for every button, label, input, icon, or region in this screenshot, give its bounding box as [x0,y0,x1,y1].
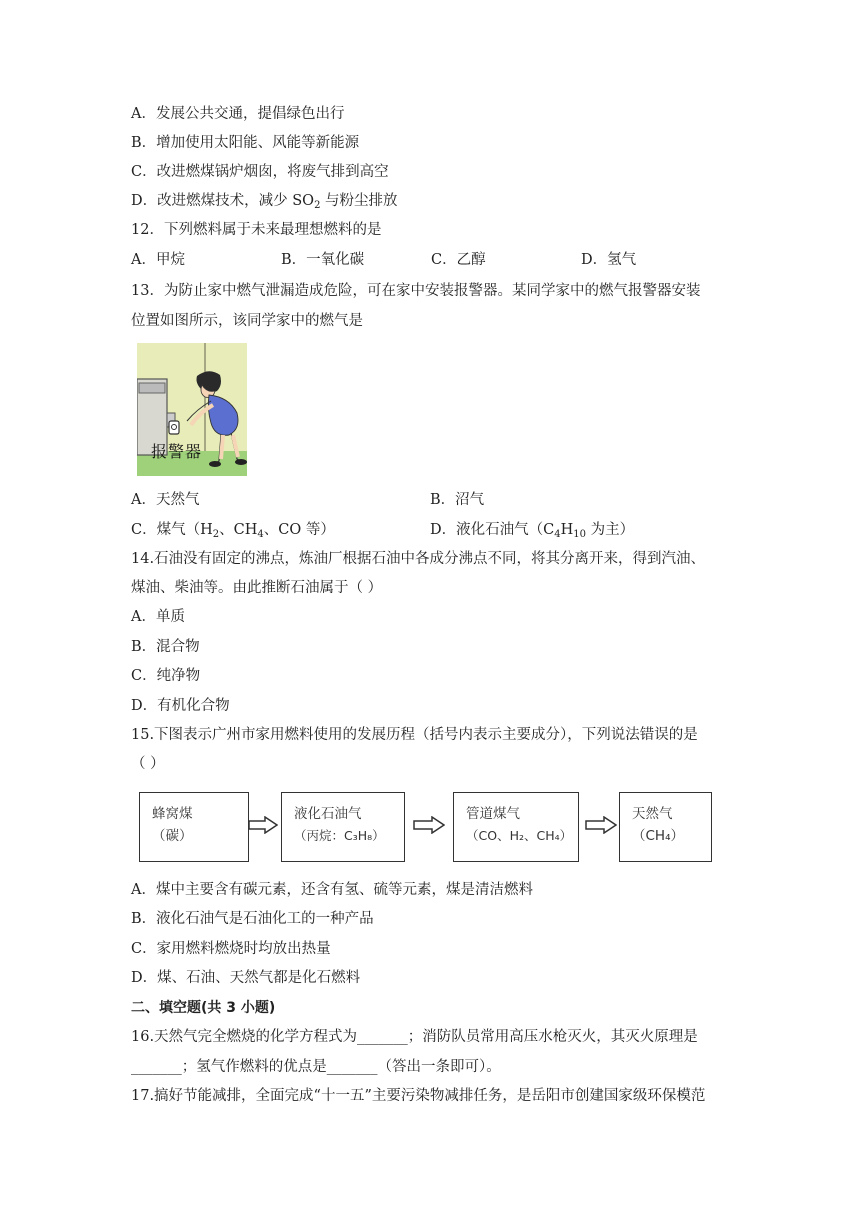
q13-option-c: C．煤气（$H_2$、$CH_4$、CO 等） [131,522,335,540]
flow-box-composition: （碳） [152,828,193,844]
q11-option-c: C．改进燃煤锅炉烟囱，将废气排到高空 [131,164,389,180]
q12-option-a: A．甲烷 [131,252,185,268]
q15-stem-line2: （ ） [131,756,165,772]
flow-box-honeycomb-coal [139,792,249,862]
q15-option-d: D．煤、石油、天然气都是化石燃料 [131,970,361,986]
q13-figure-gas-alarm [137,343,247,476]
flow-box-pipeline-gas [453,792,579,862]
q13-stem-line2: 位置如图所示，该同学家中的燃气是 [131,313,363,329]
q13-option-b: B．沼气 [430,492,485,508]
section-heading-fill-blank: 二、填空题(共 3 小题) [131,1000,276,1016]
flow-box-composition: （CH₄） [632,828,684,844]
flow-box-title: 天然气 [632,806,673,822]
q14-option-a: A．单质 [131,609,185,625]
flow-box-title: 蜂窝煤 [152,806,193,822]
q16-line1: 16.天然气完全燃烧的化学方程式为_______；消防队员常用高压水枪灭火，其灭火原理是 [131,1029,698,1045]
q15-option-a: A．煤中主要含有碳元素，还含有氢、硫等元素，煤是清洁燃料 [131,882,533,898]
q11-option-b: B．增加使用太阳能、风能等新能源 [131,135,360,151]
flow-box-natural-gas [619,792,712,862]
alarm-label: 报警器 [151,442,203,461]
right-arrow-icon [413,816,445,834]
q15-option-b: B．液化石油气是石油化工的一种产品 [131,911,374,927]
q14-option-c: C．纯净物 [131,668,201,684]
q11-option-d: D．改进燃煤技术，减少 $SO_2$ 与粉尘排放 [131,193,398,211]
q14-option-b: B．混合物 [131,639,200,655]
q13-stem-line1: 13．为防止家中燃气泄漏造成危险，可在家中安装报警器。某同学家中的燃气报警器安装 [131,283,701,299]
q13-option-a: A．天然气 [131,492,200,508]
q11-option-a: A．发展公共交通，提倡绿色出行 [131,106,345,122]
flow-box-title: 管道煤气 [466,806,520,822]
q16-line2: _______；氢气作燃料的优点是_______（答出一条即可）。 [131,1059,501,1075]
q12-stem: 12．下列燃料属于未来最理想燃料的是 [131,222,382,238]
q14-option-d: D．有机化合物 [131,698,230,714]
q13-option-d: D．液化石油气（$C_4H_{10}$ 为主） [430,522,635,540]
q14-stem-line1: 14.石油没有固定的沸点，炼油厂根据石油中各成分沸点不同，将其分离开来，得到汽油、 [131,551,706,567]
q14-stem-line2: 煤油、柴油等。由此推断石油属于（ ） [131,580,383,596]
q12-option-b: B．一氧化碳 [281,252,365,268]
flow-box-lpg [281,792,405,862]
flow-box-composition: （丙烷：C₃H₈） [294,828,385,843]
q12-option-c: C．乙醇 [431,252,486,268]
flow-box-title: 液化石油气 [294,806,362,822]
right-arrow-icon [248,816,278,834]
right-arrow-icon [585,816,617,834]
q15-stem-line1: 15.下图表示广州市家用燃料使用的发展历程（括号内表示主要成分），下列说法错误的是 [131,727,698,743]
q12-option-d: D．氢气 [581,252,637,268]
q17-line1: 17.搞好节能减排，全面完成“十一五”主要污染物减排任务，是岳阳市创建国家级环保模范 [131,1088,706,1104]
flow-box-composition: （CO、H₂、CH₄） [466,828,573,843]
q15-option-c: C．家用燃料燃烧时均放出热量 [131,941,331,957]
